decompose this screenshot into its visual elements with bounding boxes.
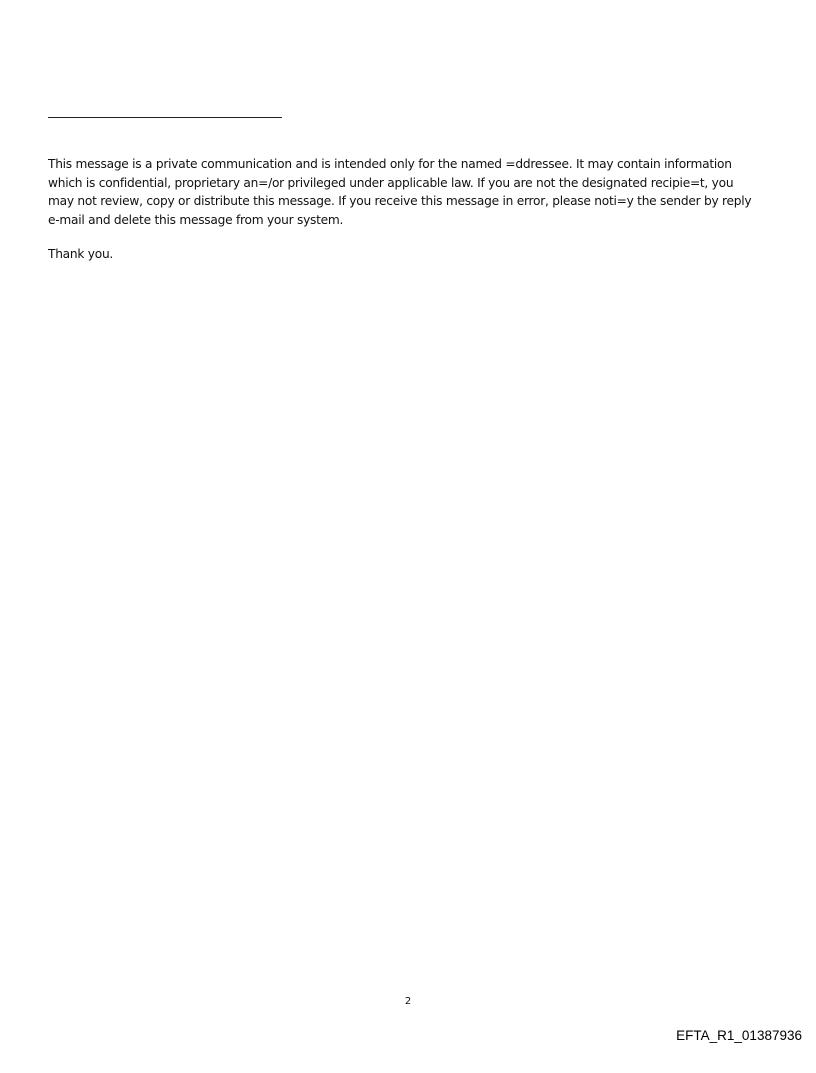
closing-text: Thank you. xyxy=(48,247,114,261)
disclaimer-line: e-mail and delete this message from your system. xyxy=(48,212,344,227)
separator-rule xyxy=(48,117,282,118)
disclaimer-line: may not review, copy or distribute this message. If you receive this message in error, please noti=y the sender by reply xyxy=(48,194,752,208)
document-id: EFTA_R1_01387936 xyxy=(676,1028,802,1043)
disclaimer-line: which is confidential, proprietary an=/or privileged under applicable law. If you are not the designated recipie=t, you xyxy=(48,175,734,190)
page-number: 2 xyxy=(404,996,412,1007)
confidentiality-disclaimer xyxy=(48,155,778,229)
disclaimer-line: This message is a private communication and is intended only for the named =ddressee. It may contain information xyxy=(48,157,732,171)
